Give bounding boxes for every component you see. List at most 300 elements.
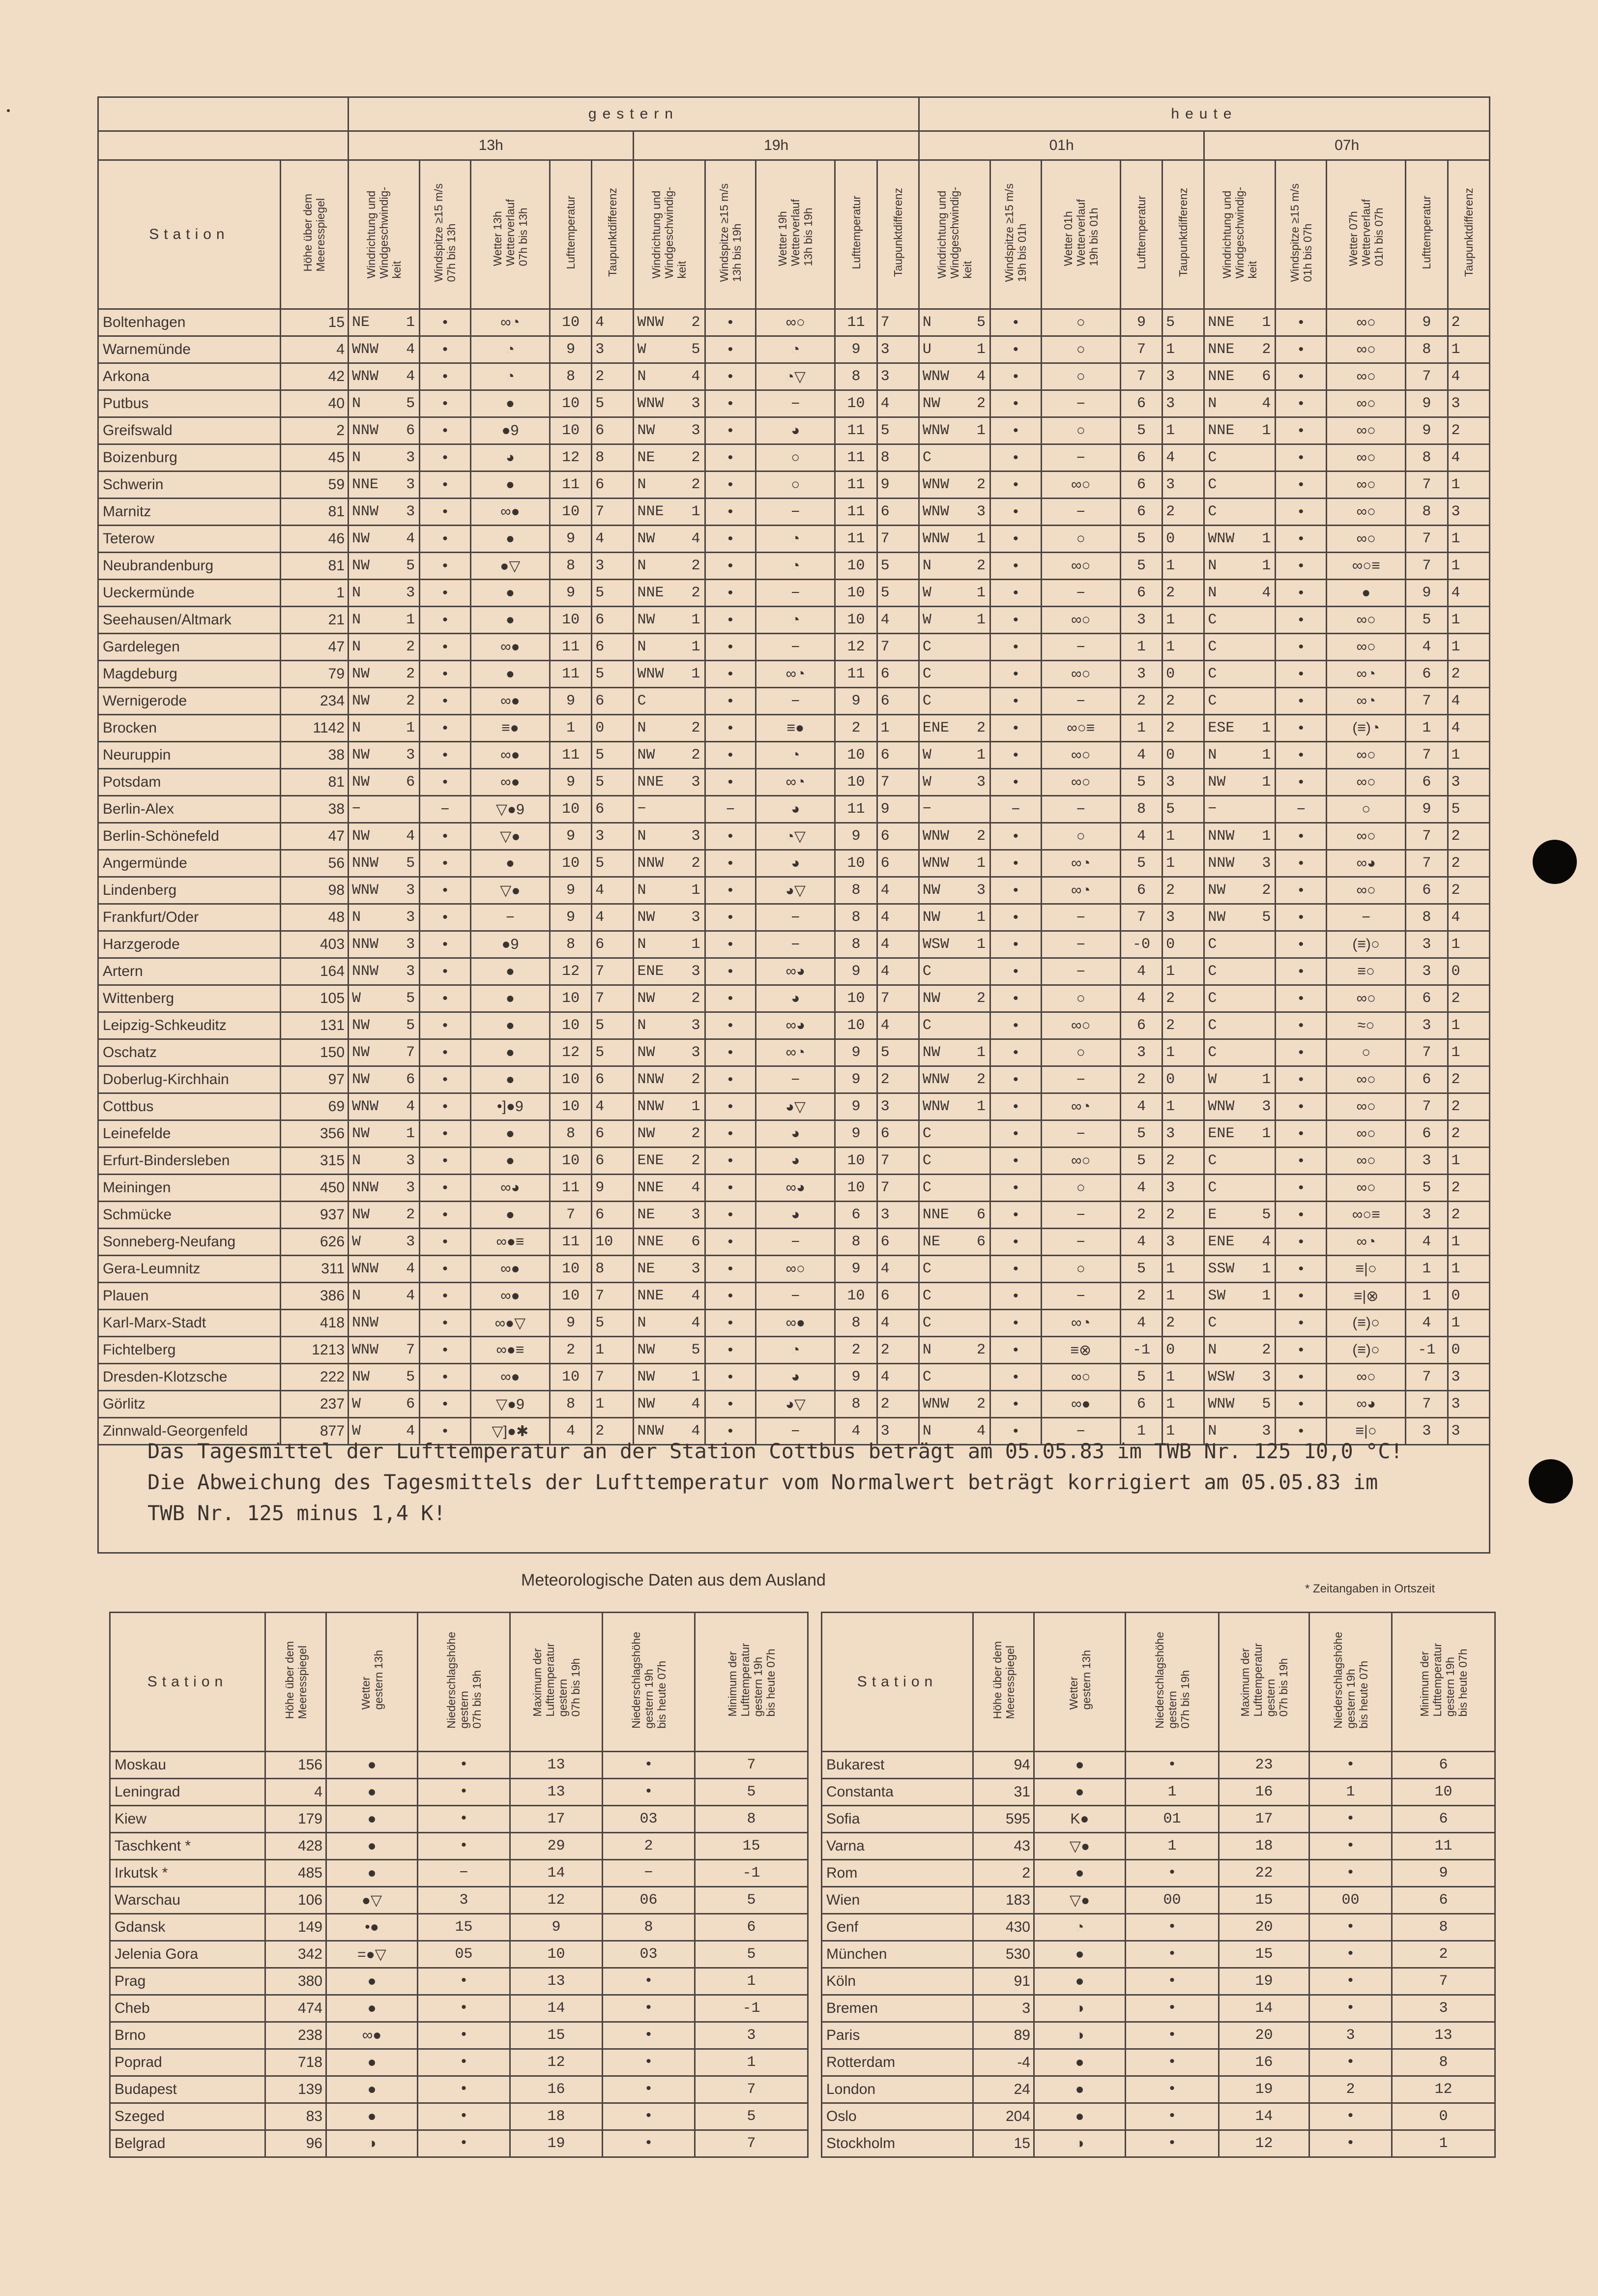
foreign-max-temp: 15	[510, 2022, 603, 2049]
wind-speed: 5	[406, 1017, 415, 1034]
weather-symbol: ◕	[756, 1120, 835, 1148]
weather-symbol: ●	[470, 607, 550, 634]
table-row	[98, 931, 1490, 958]
gust-cell: •	[420, 1148, 471, 1175]
table-row	[110, 1914, 808, 1941]
wind-cell	[634, 715, 705, 742]
temperature-cell: 7	[1406, 823, 1448, 850]
foreign-weather-symbol: ●	[326, 1968, 418, 1995]
foreign-min-temp: 5	[695, 2103, 808, 2130]
foreign-station-name: Szeged	[110, 2103, 265, 2130]
gust-cell: •	[420, 417, 471, 444]
wind-speed: 1	[1262, 314, 1271, 331]
wind-speed: 1	[977, 530, 986, 547]
foreign-column-height: Höhe über dem Meeresspiegel	[265, 1613, 326, 1752]
gust-cell: •	[420, 1364, 471, 1391]
foreign-station-height: 31	[973, 1779, 1034, 1806]
gust-cell: •	[990, 1364, 1042, 1391]
gust-cell: •	[705, 1229, 756, 1256]
weather-symbol: ●	[470, 1066, 550, 1093]
table-row	[110, 1995, 808, 2022]
wind-cell	[1204, 1066, 1276, 1093]
wind-speed: 3	[406, 585, 415, 601]
weather-symbol: ○	[1041, 1175, 1120, 1202]
foreign-station-height: 428	[265, 1833, 326, 1860]
dewpoint-cell: 3	[877, 1202, 919, 1229]
wind-cell	[634, 1120, 705, 1148]
wind-cell	[349, 796, 420, 823]
temperature-cell: 10	[550, 985, 592, 1012]
wind-direction: NW	[352, 666, 370, 682]
weather-symbol: ∞○	[1041, 471, 1120, 499]
foreign-max-temp: 9	[510, 1914, 603, 1941]
wind-cell	[919, 688, 990, 715]
dewpoint-cell: 5	[592, 661, 634, 688]
wind-cell	[349, 444, 420, 471]
weather-symbol: −	[756, 1418, 835, 1445]
weather-symbol: ◔▽	[756, 363, 835, 390]
wind-direction: WNW	[1208, 1396, 1235, 1413]
table-row	[98, 1310, 1490, 1337]
temperature-cell: 8	[1406, 499, 1448, 526]
foreign-station-height: 149	[265, 1914, 326, 1941]
wind-cell	[634, 823, 705, 850]
wind-cell	[1204, 796, 1276, 823]
foreign-weather-symbol: ●	[1034, 1752, 1126, 1779]
table-row	[98, 1283, 1490, 1310]
gust-cell: •	[420, 877, 471, 904]
temperature-cell: 1	[1120, 1418, 1162, 1445]
foreign-weather-symbol: ◑	[1034, 1995, 1126, 2022]
header-gestern: gestern	[349, 97, 919, 131]
foreign-station-name: Jelenia Gora	[110, 1941, 265, 1968]
station-height: 237	[280, 1391, 348, 1418]
temperature-cell: 7	[1406, 688, 1448, 715]
wind-direction: C	[637, 693, 646, 709]
wind-direction: N	[922, 1423, 931, 1440]
table-row	[98, 904, 1490, 931]
temperature-cell: 7	[1406, 1093, 1448, 1120]
temperature-cell: 7	[1406, 850, 1448, 877]
wind-direction: WNW	[922, 476, 949, 493]
wind-direction: ENE	[637, 963, 664, 980]
foreign-station-height: 139	[265, 2076, 326, 2103]
wind-direction: ENE	[637, 1152, 664, 1169]
wind-direction: NW	[352, 1207, 370, 1223]
wind-cell	[919, 1337, 990, 1364]
dewpoint-cell: 2	[1448, 985, 1489, 1012]
station-name: Gera-Leumnitz	[98, 1256, 281, 1283]
temperature-cell: 10	[835, 607, 877, 634]
weather-symbol: ∞◕	[470, 1175, 550, 1202]
temperature-cell: 3	[1406, 1148, 1448, 1175]
gust-cell: •	[420, 1066, 471, 1093]
temperature-cell: 10	[550, 1283, 592, 1310]
dewpoint-cell: 2	[877, 1391, 919, 1418]
wind-speed: 1	[977, 341, 986, 358]
temperature-cell: 12	[835, 634, 877, 661]
wind-speed: 4	[406, 368, 415, 385]
station-height: 47	[280, 823, 348, 850]
foreign-weather-symbol: ●	[1034, 2049, 1126, 2076]
wind-cell	[919, 1093, 990, 1120]
wind-direction: C	[1208, 990, 1217, 1007]
wind-direction: W	[352, 990, 361, 1007]
dewpoint-cell: 5	[877, 1039, 919, 1066]
temperature-cell: 9	[550, 877, 592, 904]
column-gust-01: Windspitze ≥15 m/s 19h bis 01h	[990, 160, 1042, 309]
table-row	[98, 796, 1490, 823]
table-row	[98, 471, 1490, 499]
gust-cell: •	[990, 363, 1042, 390]
gust-cell: •	[705, 1148, 756, 1175]
dewpoint-cell: 5	[592, 390, 634, 417]
temperature-cell: -1	[1406, 1337, 1448, 1364]
wind-cell	[919, 769, 990, 796]
gust-cell: •	[420, 1337, 471, 1364]
temperature-cell: 4	[835, 1418, 877, 1445]
station-name: Warnemünde	[98, 336, 281, 363]
wind-direction: N	[352, 720, 361, 736]
wind-cell	[349, 958, 420, 985]
temperature-cell: 4	[1406, 1229, 1448, 1256]
column-wind-07: Windrichtung und Windgeschwindig- keit	[1204, 160, 1276, 309]
wind-direction: SW	[1208, 1288, 1226, 1304]
gust-cell: •	[705, 553, 756, 580]
weather-symbol: ∞○	[1327, 309, 1406, 336]
foreign-precip-day: •	[418, 1752, 510, 1779]
station-name: Schmücke	[98, 1202, 281, 1229]
wind-cell	[919, 715, 990, 742]
dewpoint-cell: 3	[1162, 1175, 1204, 1202]
dewpoint-cell: 3	[1448, 769, 1489, 796]
foreign-weather-symbol: ●	[1034, 2103, 1126, 2130]
table-row	[110, 2130, 808, 2157]
gust-cell: •	[420, 526, 471, 553]
wind-direction: NE	[637, 1207, 655, 1223]
wind-speed: 2	[977, 476, 986, 493]
wind-direction: NW	[1208, 909, 1226, 926]
gust-cell: •	[1276, 1175, 1327, 1202]
wind-cell	[634, 1337, 705, 1364]
wind-direction: NW	[352, 693, 370, 709]
foreign-column-precip-day: Niederschlagshöhe gestern 07h bis 19h	[418, 1613, 510, 1752]
wind-speed: 3	[691, 1017, 700, 1034]
temperature-cell: 3	[1120, 661, 1162, 688]
wind-speed: 5	[691, 1342, 700, 1358]
column-weather-13: Wetter 13h Wetterverlauf 07h bis 13h	[470, 160, 550, 309]
station-name: Fichtelberg	[98, 1337, 281, 1364]
wind-direction: N	[922, 314, 931, 331]
foreign-precip-night: 00	[1309, 1887, 1392, 1914]
foreign-table-right	[821, 1612, 1496, 2158]
station-height: 164	[280, 958, 348, 985]
table-row	[98, 1175, 1490, 1202]
column-wind-13: Windrichtung und Windgeschwindig- keit	[349, 160, 420, 309]
foreign-precip-night: 3	[1309, 2022, 1392, 2049]
temperature-cell: 6	[1406, 1066, 1448, 1093]
station-name: Arkona	[98, 363, 281, 390]
table-row	[98, 336, 1490, 363]
wind-cell	[349, 769, 420, 796]
wind-direction: NE	[637, 1261, 655, 1277]
wind-direction: N	[352, 909, 361, 926]
gust-cell: •	[420, 688, 471, 715]
wind-cell	[919, 985, 990, 1012]
wind-speed: 2	[406, 666, 415, 682]
gust-cell: •	[420, 850, 471, 877]
foreign-max-temp: 23	[1219, 1752, 1309, 1779]
wind-cell	[1204, 769, 1276, 796]
dewpoint-cell: 4	[1448, 904, 1489, 931]
dewpoint-cell: 2	[1162, 1012, 1204, 1039]
foreign-title: Meteorologische Daten aus dem Ausland	[521, 1571, 826, 1590]
temperature-cell: 2	[550, 1337, 592, 1364]
dewpoint-cell: 2	[1448, 661, 1489, 688]
foreign-column-station: Station	[110, 1613, 265, 1752]
wind-speed: 5	[406, 395, 415, 412]
station-name: Magdeburg	[98, 661, 281, 688]
temperature-cell: 6	[1120, 580, 1162, 607]
wind-direction: NW	[637, 1396, 655, 1413]
station-height: 105	[280, 985, 348, 1012]
gust-cell: •	[705, 607, 756, 634]
foreign-station-height: 96	[265, 2130, 326, 2157]
foreign-precip-day: •	[418, 1995, 510, 2022]
dewpoint-cell: 1	[1162, 1283, 1204, 1310]
wind-cell	[349, 1012, 420, 1039]
station-name: Leipzig-Schkeuditz	[98, 1012, 281, 1039]
wind-speed: 1	[977, 909, 986, 926]
dewpoint-cell: 3	[877, 1093, 919, 1120]
gust-cell: •	[1276, 553, 1327, 580]
gust-cell: •	[990, 1283, 1042, 1310]
station-height: 81	[280, 769, 348, 796]
weather-symbol: ∞○	[1327, 471, 1406, 499]
foreign-min-temp: -1	[695, 1860, 808, 1887]
dewpoint-cell: 1	[1162, 553, 1204, 580]
foreign-weather-symbol: ●	[326, 1752, 418, 1779]
table-row	[98, 1256, 1490, 1283]
wind-direction: C	[1208, 666, 1217, 682]
temperature-cell: 9	[835, 1066, 877, 1093]
station-height: 315	[280, 1148, 348, 1175]
weather-symbol: ∞●	[470, 688, 550, 715]
gust-cell: •	[1276, 444, 1327, 471]
wind-speed: 5	[406, 990, 415, 1007]
weather-symbol: ∞○	[1327, 1093, 1406, 1120]
wind-cell	[919, 904, 990, 931]
gust-cell: •	[705, 931, 756, 958]
temperature-cell: 11	[835, 526, 877, 553]
foreign-precip-day: •	[418, 1779, 510, 1806]
wind-cell	[1204, 1120, 1276, 1148]
temperature-cell: 10	[550, 390, 592, 417]
dewpoint-cell: 3	[877, 363, 919, 390]
temperature-cell: 11	[550, 742, 592, 769]
weather-symbol: ∞○	[1327, 823, 1406, 850]
wind-direction: N	[352, 395, 361, 412]
temperature-cell: 10	[550, 1066, 592, 1093]
wind-speed: 4	[406, 341, 415, 358]
temperature-cell: 5	[1120, 553, 1162, 580]
weather-symbol: ▽●	[470, 877, 550, 904]
weather-symbol: ∞○	[756, 1256, 835, 1283]
temperature-cell: 6	[1120, 444, 1162, 471]
wind-direction: −	[637, 801, 646, 818]
dewpoint-cell: 4	[1448, 580, 1489, 607]
wind-cell	[349, 1310, 420, 1337]
gust-cell: •	[705, 1093, 756, 1120]
weather-symbol: ○	[1041, 417, 1120, 444]
gust-cell: •	[990, 417, 1042, 444]
weather-symbol: ◔	[756, 553, 835, 580]
wind-direction: NW	[352, 1044, 370, 1061]
dewpoint-cell: 1	[1162, 336, 1204, 363]
wind-cell	[349, 985, 420, 1012]
gust-cell: •	[1276, 1229, 1327, 1256]
dewpoint-cell: 4	[877, 958, 919, 985]
wind-cell	[634, 1066, 705, 1093]
wind-cell	[1204, 1093, 1276, 1120]
wind-speed: 1	[691, 503, 700, 520]
table-row	[98, 1148, 1490, 1175]
weather-symbol: ∞●	[470, 1364, 550, 1391]
temperature-cell: 3	[1406, 931, 1448, 958]
weather-symbol: ∞◔	[1327, 661, 1406, 688]
dewpoint-cell: 3	[1162, 471, 1204, 499]
wind-direction: C	[922, 449, 931, 466]
weather-symbol: ◕	[756, 985, 835, 1012]
dewpoint-cell: 2	[1448, 823, 1489, 850]
temperature-cell: 8	[1406, 336, 1448, 363]
wind-speed: 6	[406, 422, 415, 439]
table-row	[822, 1806, 1495, 1833]
wind-direction: NNE	[352, 476, 379, 493]
table-row	[98, 444, 1490, 471]
wind-speed: 4	[977, 1423, 986, 1440]
wind-direction: C	[1208, 503, 1217, 520]
foreign-station-name: Gdansk	[110, 1914, 265, 1941]
dewpoint-cell: 5	[877, 553, 919, 580]
foreign-weather-symbol: ●	[326, 1995, 418, 2022]
weather-symbol: (≡)◔	[1327, 715, 1406, 742]
temperature-cell: 1	[1406, 1283, 1448, 1310]
table-row	[822, 1941, 1495, 1968]
foreign-precip-night: •	[603, 2103, 695, 2130]
temperature-cell: 9	[550, 823, 592, 850]
wind-cell	[919, 1391, 990, 1418]
wind-direction: NNW	[1208, 855, 1235, 872]
gust-cell: •	[420, 823, 471, 850]
wind-direction: C	[922, 1017, 931, 1034]
dewpoint-cell: 4	[1448, 444, 1489, 471]
weather-symbol: ◕▽	[756, 1093, 835, 1120]
dewpoint-cell: 0	[1162, 526, 1204, 553]
gust-cell: •	[705, 580, 756, 607]
wind-speed: 2	[1262, 1342, 1271, 1358]
weather-symbol: ◔▽	[756, 823, 835, 850]
foreign-station-height: 595	[973, 1806, 1034, 1833]
foreign-station-name: Brno	[110, 2022, 265, 2049]
dewpoint-cell: 2	[1448, 1066, 1489, 1093]
gust-cell: •	[1276, 1120, 1327, 1148]
wind-speed: 2	[691, 1125, 700, 1142]
wind-cell	[1204, 1175, 1276, 1202]
wind-speed: 2	[691, 990, 700, 1007]
temperature-cell: 11	[835, 309, 877, 336]
wind-cell	[919, 580, 990, 607]
wind-direction: WNW	[922, 1071, 949, 1088]
weather-symbol: ◔	[756, 607, 835, 634]
temperature-cell: 7	[1406, 742, 1448, 769]
gust-cell: •	[1276, 688, 1327, 715]
temperature-cell: 9	[550, 1310, 592, 1337]
weather-symbol: ◕	[756, 1364, 835, 1391]
weather-symbol: ○	[756, 471, 835, 499]
foreign-station-height: 485	[265, 1860, 326, 1887]
wind-speed: 1	[1262, 1288, 1271, 1304]
wind-speed: 1	[1262, 828, 1271, 845]
table-row	[98, 688, 1490, 715]
foreign-station-name: Kiew	[110, 1806, 265, 1833]
foreign-weather-symbol: ◑	[326, 2130, 418, 2157]
weather-symbol: ◕	[756, 1148, 835, 1175]
wind-cell	[349, 553, 420, 580]
wind-speed: 2	[977, 395, 986, 412]
temperature-cell: 9	[835, 1364, 877, 1391]
gust-cell: •	[990, 471, 1042, 499]
wind-direction: SSW	[1208, 1261, 1235, 1277]
dewpoint-cell: 1	[1448, 634, 1489, 661]
gust-cell: •	[1276, 1310, 1327, 1337]
foreign-precip-day: 1	[1126, 1779, 1219, 1806]
wind-direction: NNW	[352, 1315, 379, 1331]
temperature-cell: 12	[550, 958, 592, 985]
wind-speed: 3	[406, 1152, 415, 1169]
foreign-max-temp: 12	[1219, 2130, 1309, 2157]
gust-cell: •	[990, 336, 1042, 363]
wind-direction: N	[922, 558, 931, 574]
gust-cell: •	[990, 390, 1042, 417]
gust-cell: •	[1276, 1148, 1327, 1175]
temperature-cell: 11	[835, 499, 877, 526]
station-height: 38	[280, 742, 348, 769]
wind-cell	[1204, 607, 1276, 634]
wind-cell	[919, 553, 990, 580]
dewpoint-cell: 1	[1448, 607, 1489, 634]
foreign-precip-day: •	[1126, 1914, 1219, 1941]
foreign-left-rows	[110, 1752, 808, 2157]
gust-cell: −	[420, 796, 471, 823]
station-name: Wittenberg	[98, 985, 281, 1012]
foreign-station-name: Bremen	[822, 1995, 973, 2022]
wind-direction: C	[1208, 693, 1217, 709]
column-wind-01: Windrichtung und Windgeschwindig- keit	[919, 160, 990, 309]
column-height: Höhe über dem Meeresspiegel	[280, 160, 348, 309]
wind-cell	[919, 417, 990, 444]
foreign-precip-day: •	[418, 1833, 510, 1860]
temperature-cell: 11	[835, 444, 877, 471]
weather-symbol: −	[1041, 1202, 1120, 1229]
dewpoint-cell: 2	[1448, 877, 1489, 904]
gust-cell: •	[1276, 1202, 1327, 1229]
header-07h: 07h	[1204, 131, 1490, 160]
dewpoint-cell: 2	[1162, 1148, 1204, 1175]
wind-direction: WNW	[922, 1098, 949, 1115]
gust-cell: •	[420, 309, 471, 336]
wind-cell	[1204, 1229, 1276, 1256]
